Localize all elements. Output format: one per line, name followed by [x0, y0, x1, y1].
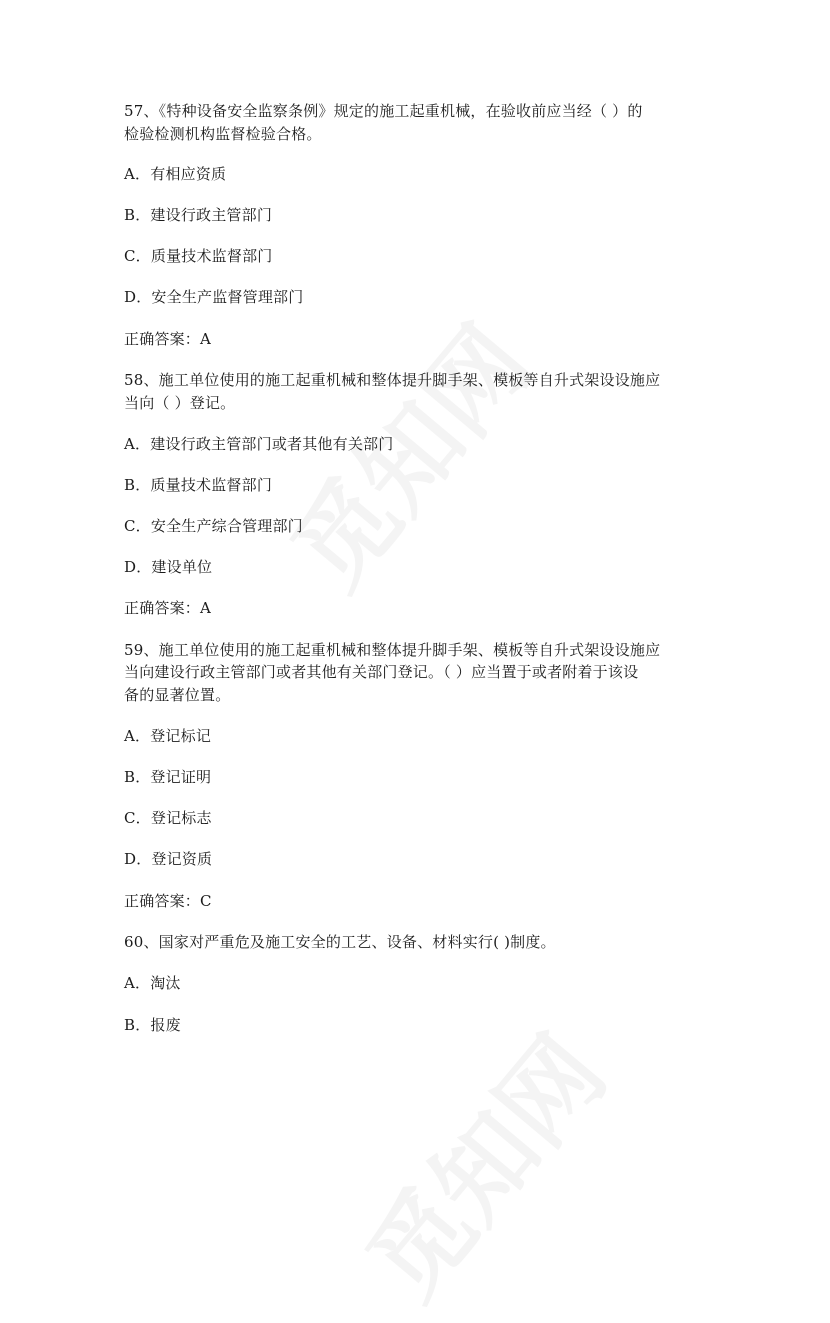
- option-d: D．登记资质: [124, 850, 213, 868]
- option-c: C．安全生产综合管理部门: [124, 517, 303, 535]
- watermark: [328, 1001, 631, 1323]
- option-c: C．登记标志: [124, 809, 212, 827]
- correct-answer: 正确答案：A: [124, 599, 212, 617]
- option-b: B．建设行政主管部门: [124, 206, 273, 224]
- correct-answer: 正确答案：C: [124, 892, 212, 910]
- option-a: A．有相应资质: [124, 165, 227, 183]
- option-b: B．报废: [124, 1016, 181, 1034]
- option-d: D．建设单位: [124, 558, 213, 576]
- option-d: D．安全生产监督管理部门: [124, 288, 304, 306]
- option-b: B．质量技术监督部门: [124, 476, 273, 494]
- question-stem-line: 58、施工单位使用的施工起重机械和整体提升脚手架、模板等自升式架设设施应: [124, 371, 661, 389]
- question-stem-line: 57、《特种设备安全监察条例》规定的施工起重机械，在验收前应当经（ ）的: [124, 102, 643, 120]
- question-stem-line: 备的显著位置。: [124, 686, 231, 704]
- question-stem-line: 检验检测机构监督检验合格。: [124, 125, 322, 143]
- question-stem-line: 当向建设行政主管部门或者其他有关部门登记。（ ）应当置于或者附着于该设: [124, 663, 639, 681]
- question-stem-line: 当向（ ）登记。: [124, 394, 236, 412]
- option-a: A．建设行政主管部门或者其他有关部门: [124, 435, 394, 453]
- question-stem-line: 60、国家对严重危及施工安全的工艺、设备、材料实行( )制度。: [124, 933, 556, 951]
- correct-answer: 正确答案：A: [124, 330, 212, 348]
- option-c: C．质量技术监督部门: [124, 247, 273, 265]
- option-a: A．淘汰: [124, 974, 181, 992]
- option-a: A．登记标记: [124, 727, 212, 745]
- question-stem-line: 59、施工单位使用的施工起重机械和整体提升脚手架、模板等自升式架设设施应: [124, 641, 661, 659]
- option-b: B．登记证明: [124, 768, 212, 786]
